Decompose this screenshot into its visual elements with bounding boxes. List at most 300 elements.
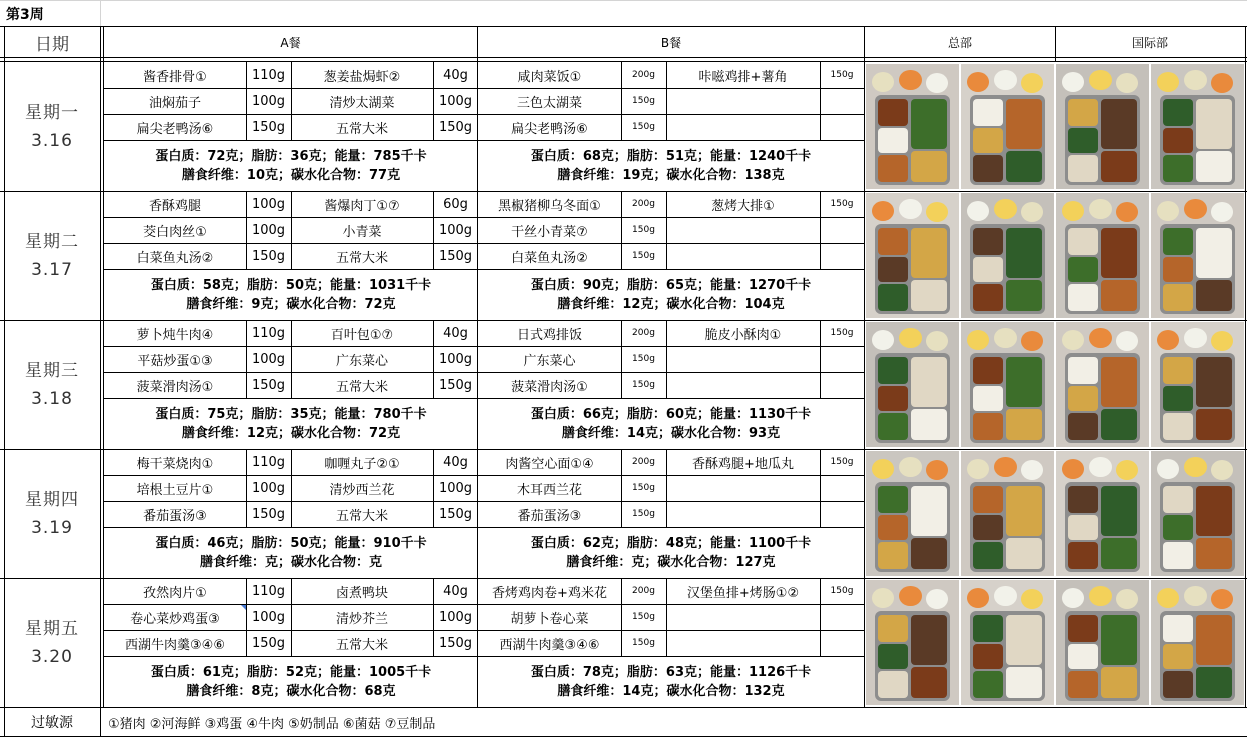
food-compartment: [1068, 228, 1098, 255]
food-compartment: [1163, 413, 1193, 440]
a-dish-weight: 100g: [251, 196, 286, 212]
date-header: 日期: [35, 34, 69, 55]
food-tray: [1065, 224, 1139, 314]
a-dish-side: 五常大米: [335, 637, 388, 653]
b-dish-side: [666, 346, 820, 372]
side-cup: [1021, 202, 1043, 222]
a-dish-weight: 100g: [251, 222, 286, 238]
hq-meal-photo: [961, 322, 1054, 447]
v-border: [4, 26, 5, 736]
food-compartment: [911, 667, 947, 698]
b-nutrition: [478, 527, 864, 578]
b-dish-weight: 200g: [632, 328, 655, 338]
hq-meal-photo: [866, 451, 959, 576]
food-compartment: [1101, 99, 1137, 149]
h-border: [0, 57, 1247, 58]
side-cup: [1211, 589, 1233, 609]
b-dish-side: 咔嗞鸡排+薯角: [698, 69, 788, 85]
v-border: [1245, 26, 1246, 708]
side-cup: [1116, 202, 1138, 222]
v-border: [1055, 26, 1056, 61]
a-dish-weight: 150g: [251, 377, 286, 393]
food-compartment: [1068, 386, 1098, 411]
v-border: [820, 62, 821, 140]
nutrition-line: 膳食纤维：12克；碳水化合物：72克: [181, 425, 401, 441]
food-compartment: [1068, 357, 1098, 384]
a-dish-weight: 100g: [251, 480, 286, 496]
food-compartment: [878, 386, 908, 411]
a-dish-side-weight: 100g: [438, 480, 473, 496]
food-compartment: [1196, 151, 1232, 182]
a-dish-side-weight: 100g: [438, 93, 473, 109]
a-dish-side: 咖喱丸子②①: [324, 456, 400, 472]
food-compartment: [1196, 357, 1232, 407]
food-tray: [875, 611, 949, 701]
b-dish-weight: 150g: [632, 638, 655, 648]
food-compartment: [1068, 644, 1098, 669]
day-label: [4, 62, 100, 191]
b-dish-side: [666, 604, 820, 630]
food-compartment: [973, 386, 1003, 411]
weekday: 星期五: [25, 618, 79, 639]
a-dish-side: 广东菜心: [335, 353, 388, 369]
v-border: [291, 191, 292, 269]
a-nutrition: [104, 269, 478, 320]
a-dish-weight: 150g: [251, 119, 286, 135]
food-tray: [875, 95, 949, 185]
side-cup: [926, 202, 948, 222]
food-compartment: [973, 228, 1003, 255]
side-cup: [1157, 459, 1179, 479]
a-dish-side-weight: 150g: [438, 119, 473, 135]
food-compartment: [973, 155, 1003, 182]
b-dish-side: [666, 475, 820, 501]
b-dish-main: 广东菜心: [523, 353, 576, 369]
v-border: [666, 449, 667, 527]
side-cup: [899, 199, 921, 219]
food-compartment: [1068, 615, 1098, 642]
hq-meal-photo: [961, 64, 1054, 189]
nutrition-line: 膳食纤维：8克；碳水化合物：68克: [186, 683, 396, 699]
b-dish-side-weight: 150g: [830, 70, 854, 80]
b-dish-weight: 150g: [632, 483, 655, 493]
side-cup: [1089, 70, 1111, 90]
food-compartment: [1163, 228, 1193, 255]
h-border: [478, 88, 864, 89]
weekday: 星期一: [25, 102, 79, 123]
a-nutrition: [104, 656, 478, 707]
a-dish-side: 小青菜: [342, 224, 382, 240]
side-cup: [1021, 73, 1043, 93]
b-nutrition: [478, 269, 864, 320]
food-compartment: [1006, 615, 1042, 665]
side-cup: [1062, 201, 1084, 221]
a-meal-header: A餐: [280, 35, 301, 50]
a-dish-weight: 150g: [251, 635, 286, 651]
a-dish-main: 培根土豆片①: [136, 482, 214, 498]
a-nutrition: [104, 527, 478, 578]
h-border: [104, 656, 477, 657]
side-cup: [994, 70, 1016, 90]
side-cup: [1184, 457, 1206, 477]
food-tray: [1065, 611, 1139, 701]
food-compartment: [878, 515, 908, 540]
food-compartment: [973, 515, 1003, 540]
food-compartment: [1068, 486, 1098, 513]
food-compartment: [878, 615, 908, 642]
a-dish-weight: 110g: [251, 325, 286, 341]
b-dish-main: 西湖牛肉羹③④⑥: [499, 637, 600, 653]
food-compartment: [1068, 155, 1098, 182]
b-dish-weight: 150g: [632, 509, 655, 519]
food-compartment: [1196, 99, 1232, 149]
a-dish-side-weight: 150g: [438, 377, 473, 393]
side-cup: [1184, 328, 1206, 348]
nutrition-line: 膳食纤维：14克；碳水化合物：93克: [561, 425, 781, 441]
b-dish-side: 葱烤大排①: [711, 198, 775, 214]
food-compartment: [1163, 386, 1193, 411]
v-border: [666, 191, 667, 269]
food-compartment: [973, 284, 1003, 311]
food-compartment: [878, 671, 908, 698]
food-compartment: [878, 486, 908, 513]
a-dish-side-weight: 40g: [443, 67, 468, 83]
food-compartment: [1163, 615, 1193, 642]
side-cup: [1184, 70, 1206, 90]
food-compartment: [878, 128, 908, 153]
b-dish-side: [666, 501, 820, 527]
b-dish-side-weight: 150g: [830, 457, 854, 467]
a-dish-weight: 110g: [251, 67, 286, 83]
food-tray: [1065, 482, 1139, 572]
h-border: [104, 398, 477, 399]
side-cup: [1021, 589, 1043, 609]
food-compartment: [1006, 667, 1042, 698]
hq-meal-photo: [961, 580, 1054, 705]
food-tray: [1160, 95, 1234, 185]
side-cup: [899, 457, 921, 477]
food-compartment: [1068, 542, 1098, 569]
h-border: [104, 527, 477, 528]
food-compartment: [973, 128, 1003, 153]
h-border: [478, 269, 864, 270]
food-compartment: [1163, 486, 1193, 513]
day-date: 3.17: [31, 259, 73, 280]
b-dish-side-weight: [820, 475, 864, 501]
side-cup: [1157, 72, 1179, 92]
hq-meal-photo: [866, 193, 959, 318]
side-cup: [967, 201, 989, 221]
b-dish-side: [666, 88, 820, 114]
a-dish-side: 葱姜盐焗虾②: [323, 69, 401, 85]
a-dish-side: 五常大米: [335, 250, 388, 266]
nutrition-line: 蛋白质：61克；脂肪：52克；能量：1005千卡: [150, 664, 432, 680]
food-compartment: [1163, 155, 1193, 182]
intl-meal-photo: [1056, 451, 1149, 576]
food-compartment: [1163, 257, 1193, 282]
food-compartment: [1196, 280, 1232, 311]
intl-meal-photo: [1151, 322, 1244, 447]
b-dish-main: 肉酱空心面①④: [505, 456, 594, 472]
food-tray: [1160, 482, 1234, 572]
b-dish-weight: 150g: [632, 96, 655, 106]
b-dish-side-weight: [820, 243, 864, 269]
food-compartment: [1006, 228, 1042, 278]
side-cup: [1089, 457, 1111, 477]
side-cup: [899, 586, 921, 606]
b-dish-main: 菠菜滑肉汤①: [511, 379, 588, 395]
v-border: [621, 191, 622, 269]
day-date: 3.19: [31, 517, 73, 538]
v-border: [666, 578, 667, 656]
b-dish-main: 扁尖老鸭汤⑥: [511, 121, 588, 137]
b-dish-main: 干丝小青菜⑦: [511, 224, 588, 240]
a-dish-side-weight: 40g: [443, 583, 468, 599]
food-compartment: [1101, 357, 1137, 407]
hq-meal-photo: [961, 193, 1054, 318]
b-dish-weight: 150g: [632, 354, 655, 364]
v-border: [433, 191, 434, 269]
v-border: [820, 449, 821, 527]
food-compartment: [1163, 357, 1193, 384]
b-meal-header: B餐: [660, 35, 682, 50]
b-dish-side: [666, 114, 820, 140]
h-border: [478, 475, 864, 476]
b-nutrition: [478, 656, 864, 707]
h-border: [0, 61, 1247, 62]
hq-header: 总部: [947, 35, 972, 50]
side-cup: [926, 589, 948, 609]
b-dish-side-weight: [820, 630, 864, 656]
food-tray: [970, 95, 1044, 185]
nutrition-line: 蛋白质：62克；脂肪：48克；能量：1100千卡: [530, 535, 812, 551]
b-dish-side: [666, 217, 820, 243]
hq-meal-photo: [961, 451, 1054, 576]
b-dish-main: 黑椒猪柳乌冬面①: [498, 198, 601, 214]
food-compartment: [973, 257, 1003, 282]
food-compartment: [1163, 128, 1193, 153]
b-dish-weight: 200g: [632, 586, 655, 596]
side-cup: [1062, 459, 1084, 479]
side-cup: [1116, 73, 1138, 93]
v-border: [291, 449, 292, 527]
v-border: [433, 62, 434, 140]
food-compartment: [1196, 228, 1232, 278]
side-cup: [967, 72, 989, 92]
b-dish-main: 木耳西兰花: [516, 482, 582, 498]
food-compartment: [1006, 486, 1042, 536]
intl-meal-photo: [1151, 193, 1244, 318]
b-dish-weight: 200g: [632, 199, 655, 209]
food-compartment: [1068, 284, 1098, 311]
a-dish-side: 卤煮鸭块: [335, 585, 388, 601]
h-border: [0, 191, 1247, 192]
v-border: [100, 0, 101, 27]
food-compartment: [878, 99, 908, 126]
a-dish-main: 菠菜滑肉汤①: [136, 379, 214, 395]
b-dish-weight: 150g: [632, 380, 655, 390]
b-dish-side: [666, 243, 820, 269]
nutrition-line: 蛋白质：75克；脂肪：35克；能量：780千卡: [155, 406, 427, 422]
b-dish-side-weight: [820, 501, 864, 527]
nutrition-line: 膳食纤维：克；碳水化合物：127克: [566, 554, 776, 570]
a-dish-side: 清炒太湖菜: [329, 95, 395, 111]
a-dish-side: 酱爆肉丁①⑦: [324, 198, 400, 214]
a-dish-main: 卷心菜炒鸡蛋③: [130, 611, 220, 627]
h-border: [478, 527, 864, 528]
side-cup: [872, 201, 894, 221]
a-dish-side-weight: 100g: [438, 222, 473, 238]
side-cup: [1157, 330, 1179, 350]
nutrition-line: 膳食纤维：12克；碳水化合物：104克: [557, 296, 785, 312]
side-cup: [1089, 328, 1111, 348]
food-compartment: [1006, 357, 1042, 407]
side-cup: [1184, 586, 1206, 606]
a-dish-side: 五常大米: [335, 121, 388, 137]
food-compartment: [1196, 486, 1232, 536]
side-cup: [1021, 460, 1043, 480]
food-tray: [1065, 353, 1139, 443]
v-border: [820, 191, 821, 269]
food-compartment: [1068, 515, 1098, 540]
a-dish-side-weight: 150g: [438, 506, 473, 522]
a-dish-main: 孜然肉片①: [143, 585, 207, 601]
b-dish-weight: 200g: [632, 457, 655, 467]
food-compartment: [1101, 280, 1137, 311]
side-cup: [1211, 331, 1233, 351]
b-dish-weight: 150g: [632, 225, 655, 235]
v-border: [621, 578, 622, 656]
food-compartment: [1101, 228, 1137, 278]
day-date: 3.20: [31, 646, 73, 667]
b-nutrition: [478, 398, 864, 449]
b-dish-weight: 200g: [632, 70, 655, 80]
food-compartment: [911, 357, 947, 407]
food-compartment: [1006, 99, 1042, 149]
week-title: 第3周: [6, 7, 44, 23]
food-tray: [875, 482, 949, 572]
hq-meal-photo: [866, 322, 959, 447]
a-dish-main: 萝卜炖牛肉④: [136, 327, 214, 343]
food-compartment: [973, 486, 1003, 513]
food-tray: [875, 224, 949, 314]
v-border: [666, 62, 667, 140]
day-label: [4, 191, 100, 320]
h-border: [0, 449, 1247, 450]
b-dish-main: 日式鸡排饭: [516, 327, 582, 343]
side-cup: [1116, 460, 1138, 480]
food-compartment: [973, 99, 1003, 126]
v-border: [433, 578, 434, 656]
a-dish-weight: 150g: [251, 506, 286, 522]
side-cup: [872, 330, 894, 350]
food-compartment: [1006, 151, 1042, 182]
day-label: [4, 320, 100, 449]
v-border: [864, 26, 865, 708]
side-cup: [1062, 330, 1084, 350]
v-border: [291, 578, 292, 656]
food-compartment: [1196, 538, 1232, 569]
side-cup: [872, 459, 894, 479]
side-cup: [1021, 331, 1043, 351]
h-border: [104, 140, 477, 141]
nutrition-line: 蛋白质：66克；脂肪：60克；能量：1130千卡: [530, 406, 812, 422]
h-border: [478, 656, 864, 657]
food-compartment: [1163, 671, 1193, 698]
a-dish-main: 香酥鸡腿: [148, 198, 201, 214]
h-border: [478, 346, 864, 347]
side-cup: [1062, 72, 1084, 92]
intl-meal-photo: [1056, 580, 1149, 705]
day-label: [4, 449, 100, 578]
b-dish-side-weight: 150g: [830, 586, 854, 596]
food-compartment: [973, 413, 1003, 440]
food-compartment: [973, 357, 1003, 384]
side-cup: [926, 331, 948, 351]
v-border: [291, 62, 292, 140]
a-dish-side: 五常大米: [335, 379, 388, 395]
a-dish-side-weight: 100g: [438, 609, 473, 625]
v-border: [103, 26, 104, 708]
b-dish-main: 白菜鱼丸汤②: [511, 250, 588, 266]
side-cup: [1211, 73, 1233, 93]
side-cup: [967, 330, 989, 350]
side-cup: [1184, 199, 1206, 219]
b-dish-side: 脆皮小酥肉①: [704, 327, 782, 343]
a-dish-main: 番茄蛋汤③: [143, 508, 207, 524]
nutrition-line: 蛋白质：72克；脂肪：36克；能量：785千卡: [155, 148, 427, 164]
intl-header: 国际部: [1131, 35, 1168, 50]
food-tray: [970, 224, 1044, 314]
food-compartment: [1006, 409, 1042, 440]
intl-meal-photo: [1056, 322, 1149, 447]
a-nutrition: [104, 140, 478, 191]
h-border: [478, 630, 864, 631]
hq-meal-photo: [866, 580, 959, 705]
side-cup: [899, 328, 921, 348]
nutrition-line: 膳食纤维：14克；碳水化合物：132克: [557, 683, 785, 699]
food-compartment: [911, 99, 947, 149]
v-border: [100, 26, 101, 736]
b-dish-main: 胡萝卜卷心菜: [510, 611, 589, 627]
a-dish-weight: 110g: [251, 583, 286, 599]
h-border: [0, 320, 1247, 321]
nutrition-line: 膳食纤维：克；碳水化合物：克: [199, 554, 382, 570]
food-compartment: [1196, 667, 1232, 698]
food-compartment: [878, 257, 908, 282]
a-dish-side: 清炒西兰花: [329, 482, 395, 498]
side-cup: [967, 588, 989, 608]
food-tray: [970, 353, 1044, 443]
h-border: [104, 269, 477, 270]
food-compartment: [911, 615, 947, 665]
h-border: [0, 0, 1247, 1]
hq-meal-photo: [866, 64, 959, 189]
food-compartment: [973, 542, 1003, 569]
a-dish-weight: 100g: [251, 93, 286, 109]
b-dish-side-weight: [820, 114, 864, 140]
a-dish-main: 白菜鱼丸汤②: [136, 250, 214, 266]
food-compartment: [878, 155, 908, 182]
a-dish-weight: 110g: [251, 454, 286, 470]
b-dish-main: 香烤鸡肉卷+鸡米花: [492, 585, 607, 601]
b-dish-side-weight: [820, 372, 864, 398]
side-cup: [1211, 460, 1233, 480]
a-dish-main: 油焖茄子: [148, 95, 201, 111]
b-dish-side: [666, 630, 820, 656]
intl-meal-photo: [1151, 64, 1244, 189]
side-cup: [1089, 586, 1111, 606]
